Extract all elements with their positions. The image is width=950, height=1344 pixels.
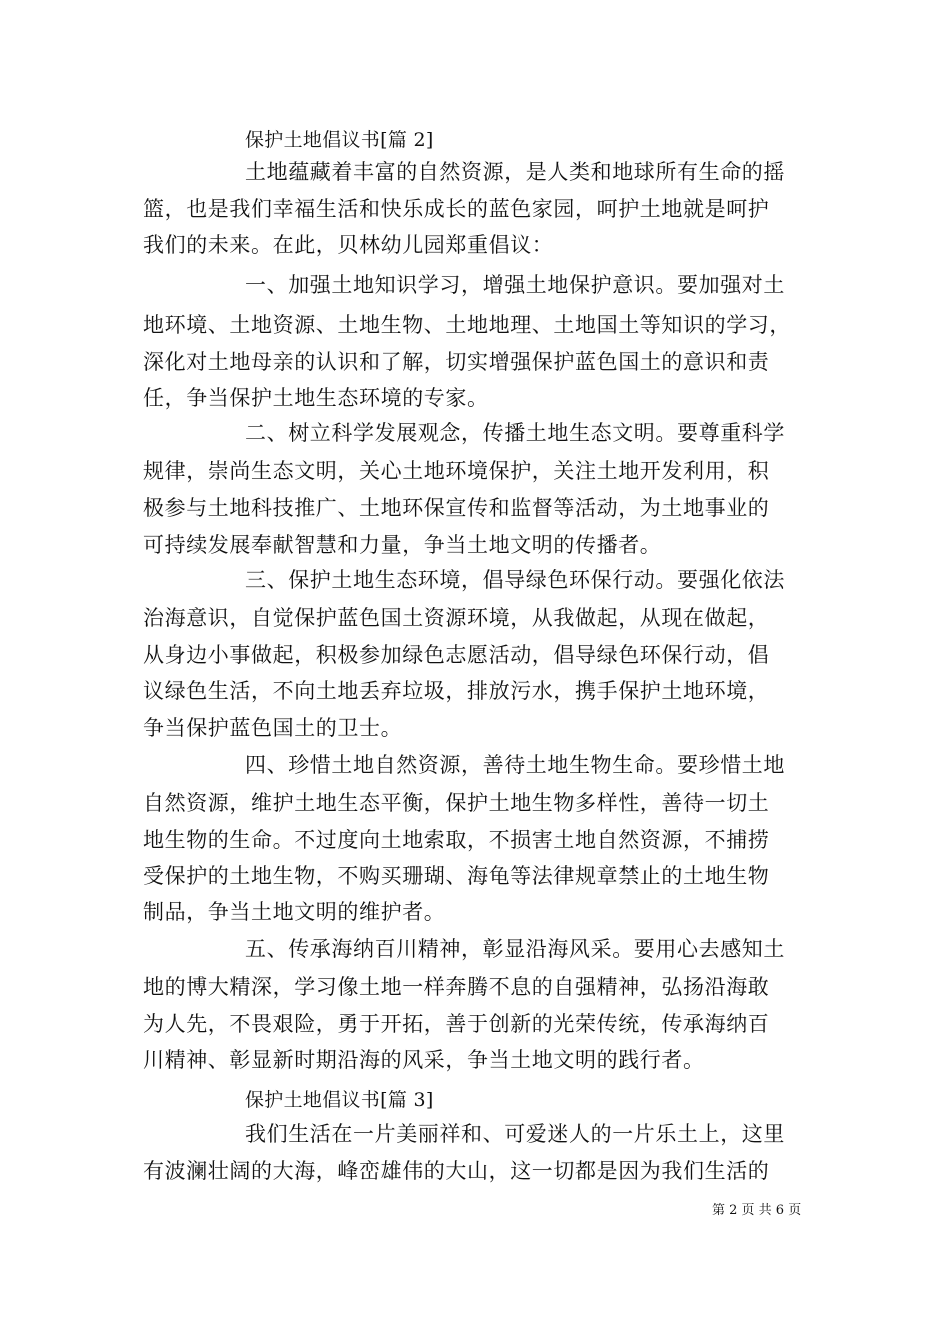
text-line: 地生物的生命。不过度向土地索取，不损害土地自然资源，不捕捞 xyxy=(143,828,770,852)
text-line: 地环境、土地资源、土地生物、土地地理、土地国土等知识的学习， xyxy=(143,313,791,337)
text-line: 川精神、彰显新时期沿海的风采，争当土地文明的践行者。 xyxy=(143,1048,705,1072)
page-number-footer: 第 2 页 共 6 页 xyxy=(712,1203,802,1218)
text-line: 土地蕴藏着丰富的自然资源，是人类和地球所有生命的摇 xyxy=(245,160,785,184)
section-heading-2: 保护土地倡议书[篇 2] xyxy=(245,129,434,151)
text-line: 我们的未来。在此，贝林幼儿园郑重倡议： xyxy=(143,233,554,257)
text-line: 自然资源，维护土地生态平衡，保护土地生物多样性，善待一切土 xyxy=(143,791,770,815)
text-line: 从身边小事做起，积极参加绿色志愿活动，倡导绿色环保行动，倡 xyxy=(143,643,770,667)
text-line: 任，争当保护土地生态环境的专家。 xyxy=(143,386,489,410)
text-line: 制品，争当土地文明的维护者。 xyxy=(143,900,446,924)
text-line: 一、加强土地知识学习，增强土地保护意识。要加强对土 xyxy=(245,273,785,297)
text-line: 有波澜壮阔的大海，峰峦雄伟的大山，这一切都是因为我们生活的 xyxy=(143,1159,770,1183)
text-line: 四、珍惜土地自然资源，善待土地生物生命。要珍惜土地 xyxy=(245,753,785,777)
text-line: 二、树立科学发展观念，传播土地生态文明。要尊重科学 xyxy=(245,421,785,445)
text-line: 争当保护蓝色国土的卫士。 xyxy=(143,716,403,740)
text-line: 极参与土地科技推广、土地环保宣传和监督等活动，为土地事业的 xyxy=(143,496,770,520)
text-line: 三、保护土地生态环境，倡导绿色环保行动。要强化依法 xyxy=(245,568,785,592)
text-line: 议绿色生活，不向土地丢弃垃圾，排放污水，携手保护土地环境， xyxy=(143,679,770,703)
text-line: 篮，也是我们幸福生活和快乐成长的蓝色家园，呵护土地就是呵护 xyxy=(143,197,770,221)
text-line: 我们生活在一片美丽祥和、可爱迷人的一片乐土上，这里 xyxy=(245,1122,785,1146)
text-line: 规律，崇尚生态文明，关心土地环境保护，关注土地开发利用，积 xyxy=(143,459,770,483)
text-line: 地的博大精深，学习像土地一样奔腾不息的自强精神，弘扬沿海敢 xyxy=(143,975,770,999)
text-line: 治海意识，自觉保护蓝色国土资源环境，从我做起，从现在做起， xyxy=(143,606,770,630)
text-line: 为人先，不畏艰险，勇于开拓，善于创新的光荣传统，传承海纳百 xyxy=(143,1012,770,1036)
text-line: 五、传承海纳百川精神，彰显沿海风采。要用心去感知土 xyxy=(245,937,785,961)
text-line: 受保护的土地生物，不购买珊瑚、海龟等法律规章禁止的土地生物 xyxy=(143,864,770,888)
section-heading-3: 保护土地倡议书[篇 3] xyxy=(245,1089,434,1111)
text-line: 深化对土地母亲的认识和了解，切实增强保护蓝色国土的意识和责 xyxy=(143,350,770,374)
text-line: 可持续发展奉献智慧和力量，争当土地文明的传播者。 xyxy=(143,533,662,557)
